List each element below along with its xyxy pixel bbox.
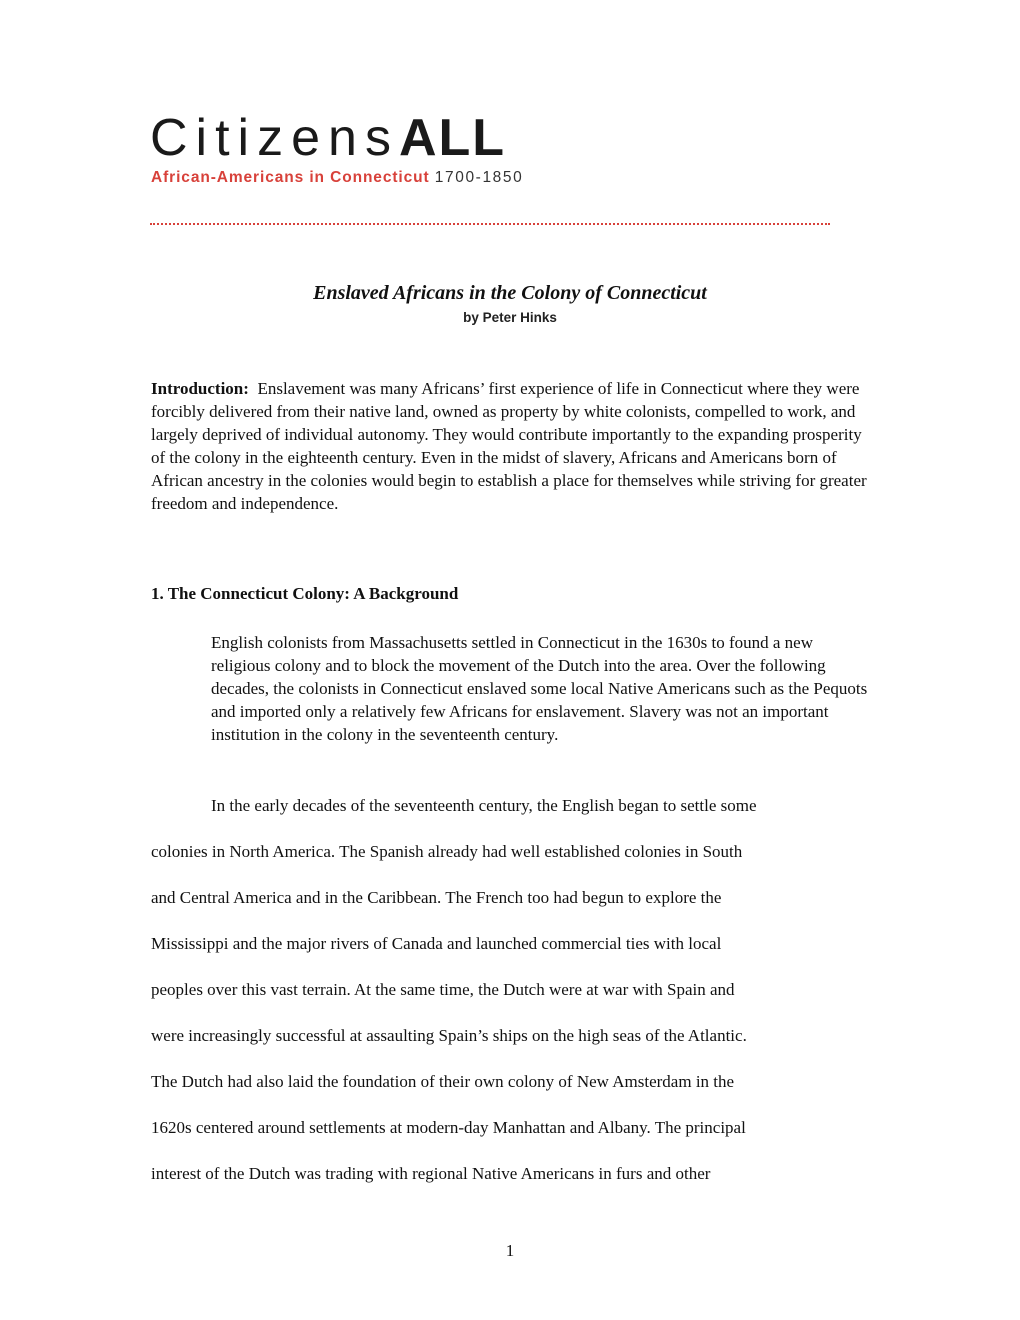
- dotted-divider: [150, 223, 830, 225]
- body-line: The Dutch had also laid the foundation of their own colony of New Amsterdam in the: [151, 1072, 735, 1091]
- body-line: Mississippi and the major rivers of Canada and launched commercial ties with local: [151, 934, 722, 953]
- body-line: colonies in North America. The Spanish already had well established colonies in South: [151, 842, 743, 861]
- introduction-label: Introduction:: [151, 379, 249, 398]
- logo-subtitle-text: African-Americans in Connecticut: [151, 169, 430, 186]
- logo-wordmark: [150, 109, 507, 167]
- logo-word-all: ALL: [398, 109, 507, 167]
- introduction-paragraph: [151, 377, 871, 515]
- double-spaced-body: [151, 794, 881, 1208]
- logo-word-citizens: Citizens: [150, 109, 399, 167]
- document-title: Enslaved Africans in the Colony of Connecticut: [313, 282, 707, 304]
- body-line: interest of the Dutch was trading with regional Native Americans in furs and other: [151, 1164, 711, 1183]
- section-heading: 1. The Connecticut Colony: A Background: [151, 584, 459, 603]
- introduction-text: Enslavement was many Africans’ first experience of life in Connecticut where they were forcibly delivered from their native land, owned as property by white colonists, compelled to work, and largely deprived of individual autonomy. They would contribute importantly to the expanding prosperity of the colony in the eighteenth century. Even in the midst of slavery, Africans and Americans born of African ancestry in the colonies would begin to establish a place for themselves while striving for greater freedom and independence.: [151, 379, 867, 513]
- section-summary-block: English colonists from Massachusetts settled in Connecticut in the 1630s to found a new religious colony and to block the movement of the Dutch into the area. Over the following decades, the colonists in Connecticut enslaved some local Native Americans such as the Pequots and imported only a relatively few Africans for enslavement. Slavery was not an important institution in the colony in the seventeenth century.: [211, 633, 868, 744]
- body-line: In the early decades of the seventeenth century, the English began to settle some: [211, 796, 757, 815]
- body-line: 1620s centered around settlements at modern-day Manhattan and Albany. The principal: [151, 1118, 746, 1137]
- logo-years: 1700-1850: [434, 169, 524, 186]
- body-line: were increasingly successful at assaulting Spain’s ships on the high seas of the Atlantic.: [151, 1026, 747, 1045]
- logo-subtitle: [151, 169, 523, 187]
- citizens-all-logo: [150, 109, 590, 192]
- body-line: and Central America and in the Caribbean. The French too had begun to explore the: [151, 888, 722, 907]
- page-number: 1: [505, 1241, 515, 1260]
- document-byline: by Peter Hinks: [463, 310, 557, 325]
- body-line: peoples over this vast terrain. At the same time, the Dutch were at war with Spain and: [151, 980, 735, 999]
